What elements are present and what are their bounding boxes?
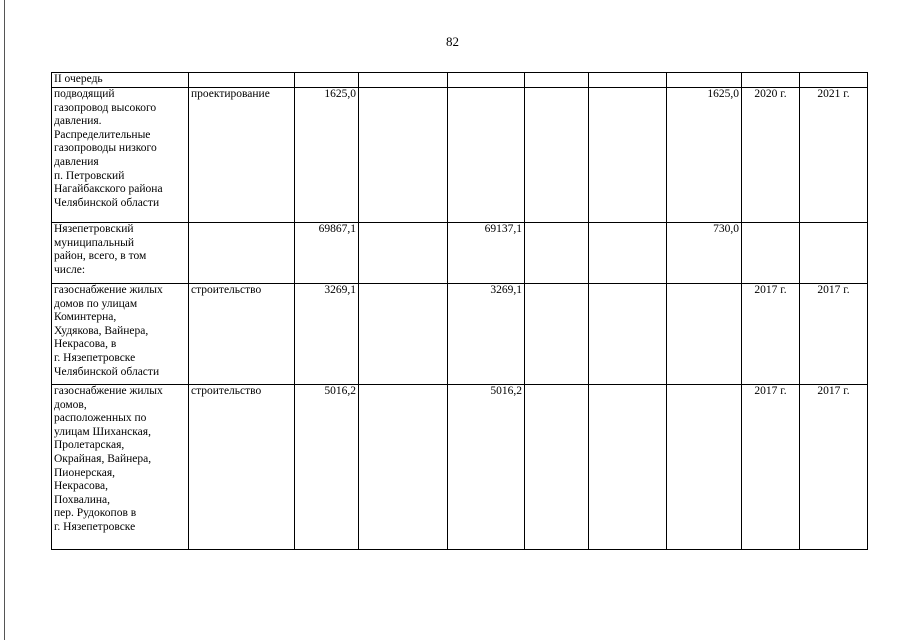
total-cell: 3269,1 xyxy=(295,284,359,385)
value-cell xyxy=(589,284,667,385)
start-year-cell xyxy=(742,223,800,284)
value-cell xyxy=(667,284,742,385)
start-year-cell: 2017 г. xyxy=(742,385,800,550)
value-cell xyxy=(448,88,525,223)
table-row xyxy=(52,385,868,550)
table-row xyxy=(52,284,868,385)
value-cell xyxy=(359,284,448,385)
end-year-cell: 2021 г. xyxy=(800,88,868,223)
value-cell xyxy=(525,284,589,385)
value-cell xyxy=(359,88,448,223)
section-label: II очередь xyxy=(52,73,189,88)
value-cell xyxy=(359,385,448,550)
end-year-cell: 2017 г. xyxy=(800,385,868,550)
value-cell xyxy=(589,223,667,284)
object-name-cell: Нязепетровский муниципальный район, всего, в том числе: xyxy=(52,223,189,284)
value-cell xyxy=(589,385,667,550)
value-cell xyxy=(525,223,589,284)
section-row xyxy=(52,73,868,88)
value-cell xyxy=(667,385,742,550)
value-cell: 69137,1 xyxy=(448,223,525,284)
table-row xyxy=(52,88,868,223)
value-cell: 730,0 xyxy=(667,223,742,284)
value-cell: 3269,1 xyxy=(448,284,525,385)
end-year-cell xyxy=(800,223,868,284)
work-type-cell xyxy=(189,223,295,284)
left-margin-line xyxy=(4,0,5,640)
work-type-cell: строительство xyxy=(189,284,295,385)
work-type-cell: строительство xyxy=(189,385,295,550)
object-name-cell: газоснабжение жилых домов, расположенных по улицам Шиханская, Пролетарская, Окрайная, Вайнера, Пионерская, Некрасова, Похвалина, пер. Рудокопов в г. Нязепетровске xyxy=(52,385,189,550)
value-cell: 1625,0 xyxy=(667,88,742,223)
start-year-cell: 2017 г. xyxy=(742,284,800,385)
work-type-cell: проектирование xyxy=(189,88,295,223)
start-year-cell: 2020 г. xyxy=(742,88,800,223)
value-cell xyxy=(525,88,589,223)
total-cell: 69867,1 xyxy=(295,223,359,284)
value-cell xyxy=(359,223,448,284)
gas-supply-table xyxy=(51,72,868,550)
end-year-cell: 2017 г. xyxy=(800,284,868,385)
object-name-cell: подводящий газопровод высокого давления. Распределительные газопроводы низкого давления п. Петровский Нагайбакского района Челябинской области xyxy=(52,88,189,223)
total-cell: 5016,2 xyxy=(295,385,359,550)
value-cell: 5016,2 xyxy=(448,385,525,550)
object-name-cell: газоснабжение жилых домов по улицам Коминтерна, Худякова, Вайнера, Некрасова, в г. Нязепетровске Челябинской области xyxy=(52,284,189,385)
value-cell xyxy=(525,385,589,550)
value-cell xyxy=(589,88,667,223)
table-row xyxy=(52,223,868,284)
page-number: 82 xyxy=(446,34,459,49)
total-cell: 1625,0 xyxy=(295,88,359,223)
